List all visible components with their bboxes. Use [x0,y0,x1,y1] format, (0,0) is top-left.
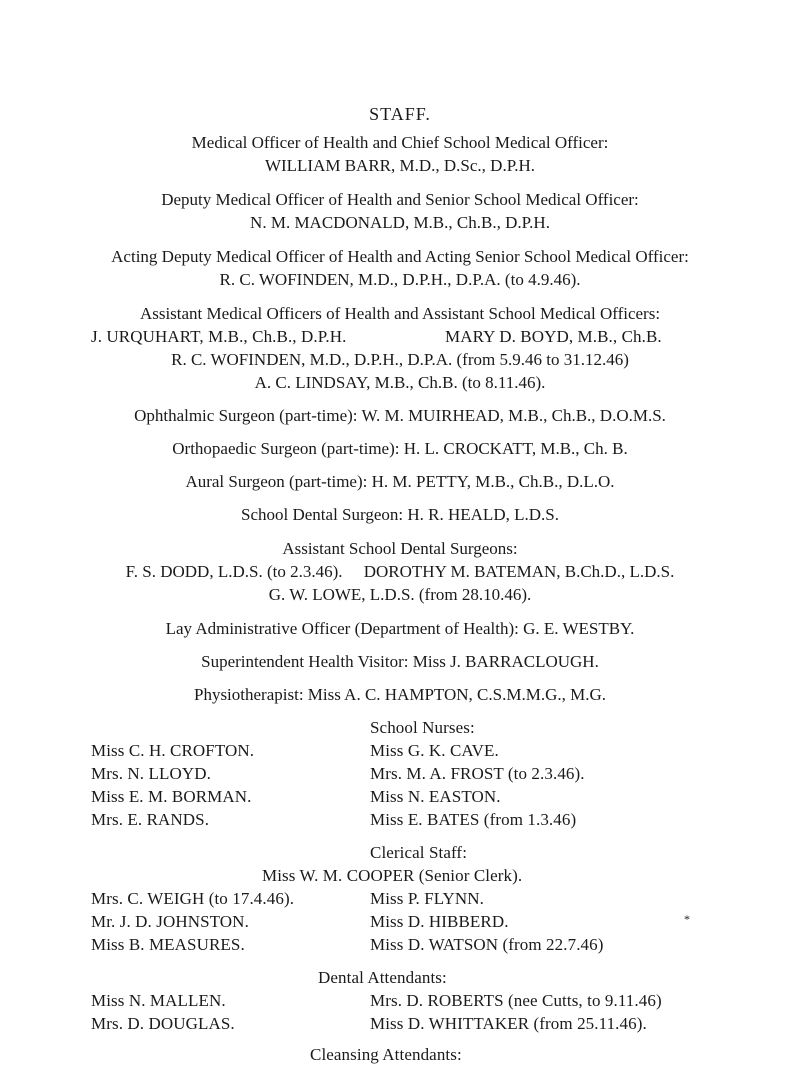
senior-clerk: Miss W. M. COOPER (Senior Clerk). [262,866,523,885]
moh-role: Medical Officer of Health and Chief School Medical Officer: [191,133,609,152]
lay-admin-officer: Lay Administrative Officer (Department of Health): G. E. WESTBY. [165,619,635,638]
orthopaedic-surgeon: Orthopaedic Surgeon (part-time): H. L. CROCKATT, M.B., Ch. B. [172,439,628,458]
assistant-mo-right: MARY D. BOYD, M.B., Ch.B. [445,327,662,346]
nurse-left: Miss C. H. CROFTON. [91,741,255,760]
nurse-right: Miss G. K. CAVE. [370,741,499,760]
nurse-right: Miss E. BATES (from 1.3.46) [370,810,577,829]
acting-deputy-name: R. C. WOFINDEN, M.D., D.P.H., D.P.A. (to 4.9.46). [219,270,581,289]
school-dental-surgeon: School Dental Surgeon: H. R. HEALD, L.D.S. [241,505,559,524]
clerk-right: Miss D. HIBBERD. [370,912,509,931]
dental-attendant-left: Miss N. MALLEN. [91,991,226,1010]
deputy-role: Deputy Medical Officer of Health and Senior School Medical Officer: [161,190,639,209]
dental-attendant-right: Mrs. D. ROBERTS (nee Cutts, to 9.11.46) [370,991,662,1010]
physiotherapist: Physiotherapist: Miss A. C. HAMPTON, C.S.M.M.G., M.G. [193,685,606,704]
nurse-left: Miss E. M. BORMAN. [91,787,252,806]
aural-surgeon: Aural Surgeon (part-time): H. M. PETTY, M.B., Ch.B., D.L.O. [185,472,615,491]
nurse-right: Miss N. EASTON. [370,787,501,806]
dental-attendants-heading: Dental Attendants: [318,968,447,987]
assistant-mo-line2: R. C. WOFINDEN, M.D., D.P.H., D.P.A. (from 5.9.46 to 31.12.46) [171,350,629,369]
clerk-right: Miss D. WATSON (from 22.7.46) [370,935,604,954]
assistant-mo-left: J. URQUHART, M.B., Ch.B., D.P.H. [91,327,347,346]
asst-dental-line1: F. S. DODD, L.D.S. (to 2.3.46). DOROTHY M. BATEMAN, B.Ch.D., L.D.S. [125,562,675,581]
acting-deputy-role: Acting Deputy Medical Officer of Health and Acting Senior School Medical Officer: [111,247,689,266]
dental-attendant-right: Miss D. WHITTAKER (from 25.11.46). [370,1014,647,1033]
nurse-left: Mrs. N. LLOYD. [91,764,211,783]
asst-dental-heading: Assistant School Dental Surgeons: [282,539,518,558]
clerk-right: Miss P. FLYNN. [370,889,485,908]
cleansing-heading: Cleansing Attendants: [310,1045,462,1064]
nurse-right: Mrs. M. A. FROST (to 2.3.46). [370,764,585,783]
asst-dental-line2: G. W. LOWE, L.D.S. (from 28.10.46). [268,585,532,604]
deputy-name: N. M. MACDONALD, M.B., Ch.B., D.P.H. [250,213,550,232]
clerk-left: Mrs. C. WEIGH (to 17.4.46). [91,889,295,908]
assistant-mo-role: Assistant Medical Officers of Health and Assistant School Medical Officers: [139,304,661,323]
school-nurses-heading: School Nurses: [370,718,475,737]
assistant-mo-line3: A. C. LINDSAY, M.B., Ch.B. (to 8.11.46). [254,373,546,392]
page-title: STAFF. [369,104,431,124]
clerk-left: Miss B. MEASURES. [91,935,245,954]
clerical-heading: Clerical Staff: [370,843,468,862]
ophthalmic-surgeon: Ophthalmic Surgeon (part-time): W. M. MUIRHEAD, M.B., Ch.B., D.O.M.S. [134,406,666,425]
dental-attendant-left: Mrs. D. DOUGLAS. [91,1014,235,1033]
moh-name: WILLIAM BARR, M.D., D.Sc., D.P.H. [264,156,536,175]
nurse-left: Mrs. E. RANDS. [91,810,210,829]
margin-mark: * [684,912,691,926]
clerk-left: Mr. J. D. JOHNSTON. [91,912,249,931]
superintendent-health-visitor: Superintendent Health Visitor: Miss J. BARRACLOUGH. [201,652,599,671]
